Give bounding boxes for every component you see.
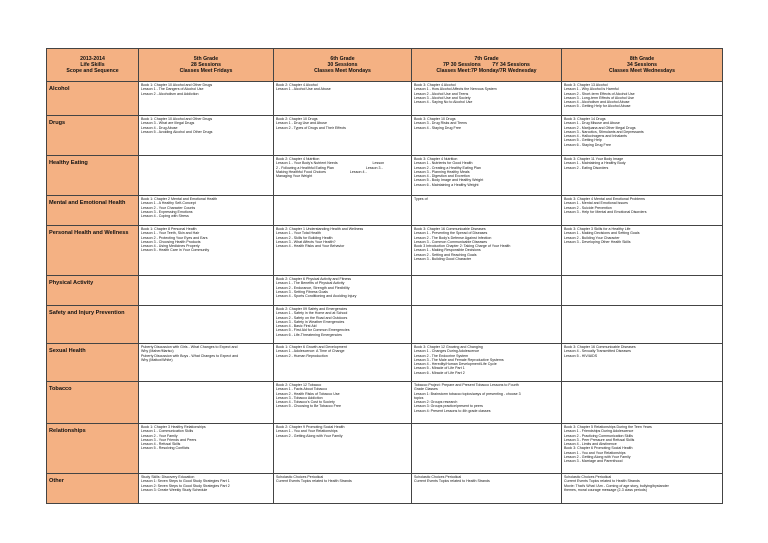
lesson-line: Lesson 6 - Staying Drug Free [564,142,611,147]
lesson-line: Lesson 3 - Drug Risks and Teens [414,121,467,126]
lesson-line: Book 2: Chapter 9 Promoting Social Health [276,425,345,429]
lesson-line: Lesson 5 - Body Image and Healthy Weight [414,178,484,183]
lesson-line: Lesson 4 - Staying Drug Free [414,125,461,130]
header-line: 5th Grade [193,55,219,62]
lesson-cell [412,306,562,344]
lesson-line: Lesson 2 - Skills for Building Health [276,235,333,240]
lesson-line: Current Events Topics related to Health Strands [276,479,352,484]
lesson-line: Lesson 2 - Short-term Effects of Alcohol Use [564,91,635,96]
lesson-line: Lesson 1 - Drug Use and Abuse [276,121,327,126]
lesson-cell [562,306,723,344]
topic-cell [47,474,139,504]
lesson-line: Lesson 1 - Your Teeth, Skin and Hair [141,231,200,236]
lesson-line: Lesson 3 - Narcotics, Stimulants and Depressants [564,129,644,134]
lesson-line: Book 3: Chapter 3 Skills for a Healthy Life [564,227,631,231]
topic-cell [47,424,139,474]
lesson-line: Lesson 6 - Life-Threatening Emergencies [276,332,342,337]
lesson-cell [562,424,723,474]
lesson-line: Study Skills: Discovery Education [141,475,195,479]
lesson-cell [139,424,274,474]
lesson-cell [412,156,562,196]
lesson-cell [562,116,723,156]
header-cell-7th-grade [412,49,562,82]
header-line: Classes Meet Mondays [314,68,371,75]
lesson-cell [562,474,723,504]
lesson-line: Lesson 3 - Expressing Emotions [141,209,193,214]
topic-cell [47,306,139,344]
lesson-line: Lesson 2 - Eating Disorders [564,165,609,170]
lesson-line: Lesson 4 - Tobacco's Cost to Society [276,400,335,405]
lesson-line: Lesson 2 - Health Risks of Tobacco Use [276,391,340,396]
lesson-line: Lesson 2 - Creating a Healthy Eating Plan [414,165,481,170]
lesson-line: Lesson 3 - Safety in Weather Emergencies [276,319,345,324]
lesson-line: Book 2: Chapter 09 Safety and Emergencies [276,307,348,311]
lesson-line: Lesson 4 - Using Medicines Properly [141,244,200,249]
lesson-line: Grade Classes [414,387,438,392]
lesson-line: Lesson 1 - How Alcohol Affects the Nervous System [414,87,497,92]
lesson-cell [139,276,274,306]
lesson-line: Lesson 4 - Sexually Transmitted Diseases [564,349,631,354]
lesson-line: Current Events Topics related to Health Strands [414,479,490,484]
lesson-line: Lesson 1 - Your Total Health [276,231,321,236]
header-line: 2013-2014 [80,55,105,62]
lesson-line: Lesson 1: Brainstorm tobacco topics/ways of presenting - choose 3 [414,391,521,396]
lesson-line: Book 3: Chapter 6 Promoting Social Health [564,446,633,451]
lesson-line: Managing Your Weight [276,174,313,179]
lesson-line: Lesson 4 - Hallucinogens and Inhalants [564,134,627,139]
lesson-line: Book 1: Chapter 3 Healthy Relationships [141,425,206,429]
lesson-cell [274,82,412,116]
lesson-line: 2 - Following a Healthful Eating Plan Lesson 3 - [276,165,383,170]
topic-label: Mental and Emotional Health [49,200,126,206]
lesson-cell [274,226,412,276]
header-line: 6th Grade [330,55,355,62]
lesson-line: Book 1: Chapter 10 Alcohol and Other Drugs [141,83,213,87]
lesson-cell [412,424,562,474]
lesson-line: Movie: That's What I Am - Coming of age story, bullying/bystander [564,483,669,488]
lesson-cell [412,344,562,382]
header-line: 7th Grade [474,55,499,62]
lesson-line: Lesson 1 - You and Your Relationships [564,450,626,455]
lesson-line: Lesson 3 - Peer Pressure and Refusal Skills [564,437,635,442]
lesson-line: Lesson 2 - Protecting Your Eyes and Ears [141,235,208,240]
lesson-line: Lesson 5 - Avoiding Alcohol and Other Drugs [141,129,213,134]
lesson-line: Lesson 4 - Digestion and Excretion [414,174,470,179]
lesson-line: Book 3: Chapter 16 Communicable Diseases [414,227,486,231]
lesson-cell [412,226,562,276]
topic-label: Safety and Injury Prevention [49,310,125,316]
topic-label: Drugs [49,120,66,126]
lesson-line: Lesson 3 - Long-term Effects of Alcohol Use [564,95,635,100]
lesson-line: Lesson 3 - Alcohol Use and Society [414,95,471,100]
lesson-cell [274,276,412,306]
lesson-line: Lesson 2 - Building Your Character [564,235,620,240]
lesson-line: Book 2: Chapter 6 Physical Activity and Fitness [276,277,352,281]
lesson-line: Book 3: Chapter 4 Mental and Emotional Problems [564,197,645,201]
lesson-cell [139,116,274,156]
lesson-cell [274,344,412,382]
lesson-line: Lesson 1 - Changes During Adolescence [414,349,480,354]
table-row [47,382,723,424]
lesson-line: Lesson 2: Groups research [414,400,458,405]
lesson-line: Lesson 1 - Facts About Tobacco [276,387,328,392]
lesson-line: Lesson 1 - Making Decisions and Setting Goals [564,231,640,236]
lesson-line: Book 3: Chapter 10 Drugs [414,117,456,121]
lesson-line: Why (Mattox/White) [141,357,173,362]
topic-cell [47,156,139,196]
lesson-line: Puberty Discussion with Girls - What Changes to Expect and [141,345,238,349]
lesson-line: Lesson 2 - Getting Along with Your Family [564,455,631,460]
lesson-line: Lesson 1 - Nutrients for Good Health [414,161,473,166]
header-line: 7P 30 Sessions 7Y 34 Sessions [443,61,530,68]
lesson-line: Book 3: Chapter 11 Your Body Image [564,157,624,161]
lesson-line: Lesson 5 - Getting Help for Alcohol Abuse [564,104,631,109]
lesson-line: Lesson 3: Create Weekly Study Schedule [141,487,208,492]
table-row [47,344,723,382]
lesson-line: Lesson 1 - Why Alcohol is Harmful [564,87,619,92]
lesson-line: Lesson 4 - Limits and Abstinence [564,442,617,447]
lesson-cell [412,196,562,226]
lesson-line: Lesson 5 - Choosing to Be Tobacco Free [276,404,342,409]
lesson-cell [562,344,723,382]
lesson-line: Lesson 1 - Drug Misuse and Abuse [564,121,620,126]
lesson-line: Lesson 3: Groups practice/present to peers [414,404,483,409]
lesson-line: Book 3 Introduction Chapter 2: Taking Charge of Your Health [414,244,511,249]
lesson-line: Book 3: Chapter 5 Relationships During the Teen Years [564,425,652,429]
lesson-line: Lesson 3 - Your Friends and Peers [141,437,197,442]
lesson-line: Book 1: Chapter 2 Mental and Emotional Health [141,197,218,201]
lesson-line: Lesson 4 - Refusal Skills [141,442,181,447]
header-line: 34 Sessions [627,61,657,68]
lesson-line: Lesson 2 - Your Character Counts [141,205,196,210]
lesson-line: Book 1: Chapter 8 Personal Health [141,227,197,231]
topic-cell [47,382,139,424]
lesson-line: Lesson 1 - The Dangers of Alcohol Use [141,87,204,92]
header-cell-title [47,49,139,82]
table-row [47,82,723,116]
lesson-cell [412,382,562,424]
lesson-cell [274,156,412,196]
lesson-line: Book 2: Chapter 10 Drugs [276,117,318,121]
lesson-line: Lesson 5 - Resolving Conflicts [141,446,190,451]
lesson-line: Book 3: Chapter 16 Communicable Diseases [564,345,636,349]
lesson-line: Lesson 3 - Setting Fitness Goals [276,289,328,294]
topic-label: Healthy Eating [49,160,88,166]
table-row [47,474,723,504]
lesson-line: Why (Maher/Mariso) [141,349,174,354]
lesson-line: Lesson 2 - Types of Drugs and Their Effects [276,125,346,130]
lesson-cell [139,474,274,504]
topic-label: Physical Activity [49,280,94,286]
lesson-line: Book 1: Chapter 6 Growth and Development [276,345,347,349]
lesson-line: Lesson 4 - Heredity/Human Development/Life Cycle [414,362,497,367]
lesson-line: Tobacco Project: Prepare and Present Tobacco Lessons to Fourth [414,383,519,387]
topic-cell [47,82,139,116]
topic-cell [47,276,139,306]
header-line: Classes Meet:7P Monday/7R Wednesday [436,68,537,75]
lesson-cell [412,82,562,116]
lesson-line: Lesson 3 - The Male and Female Reproductive Systems [414,357,504,362]
lesson-line: Lesson 4 - Health Risks and Your Behavior [276,244,345,249]
lesson-line: Lesson 1 - Making Responsible Decisions [414,248,481,253]
lesson-cell [562,196,723,226]
topic-label: Tobacco [49,386,72,392]
lesson-cell [274,474,412,504]
lesson-line: Lesson 3 - What are Illegal Drugs [141,121,195,126]
lesson-line: Lesson 3 - Planning Healthy Meals [414,169,470,174]
lesson-line: Scholastic Choices Periodical [414,475,462,479]
topic-label: Other [49,478,64,484]
lesson-line: Lesson 2 - Alcohol Use and Teens [414,91,469,96]
table-row [47,156,723,196]
topic-cell [47,196,139,226]
lesson-line: Lesson 4 - Basic First Aid [276,324,317,329]
lesson-cell [562,226,723,276]
lesson-cell [139,196,274,226]
lesson-line: Lesson 3 - Developing Other Health Skills [564,239,631,244]
lesson-cell [139,344,274,382]
topic-label: Sexual Health [49,348,86,354]
lesson-cell [562,82,723,116]
lesson-line: Book 3: Chapter 4 Nutrition [414,157,458,161]
topic-cell [47,116,139,156]
header-cell-8th-grade [562,49,723,82]
header-line: Classes Meet Wednesdays [609,68,675,75]
lesson-line: Lesson 1 - Mental and Emotional Issues [564,201,628,206]
header-row [47,49,723,82]
lesson-line: Book 3: Chapter 4 Alcohol [414,83,456,87]
header-line: Life Skills [80,61,105,68]
lesson-line: Lesson 2 - Getting Along with Your Family [276,433,343,438]
lesson-line: Book 2: Chapter 1 Understanding Health and Wellness [276,227,364,231]
scope-sequence-table [46,48,723,504]
lesson-line: Lesson 5 - HIV/AIDS [564,353,598,358]
header-cell-6th-grade [274,49,412,82]
table-row [47,196,723,226]
lesson-cell [139,82,274,116]
lesson-line: Lesson 3 - Marriage and Parenthood [564,459,623,464]
lesson-cell [412,116,562,156]
lesson-line: Book 3: Chapter 14 Drugs [564,117,606,121]
header-line: Scope and Sequence [66,68,119,75]
lesson-cell [412,276,562,306]
lesson-line: Lesson 2 - Alcoholism and Addiction [141,91,199,96]
lesson-line: Lesson 1 - The Benefits of Physical Activity [276,281,345,286]
topic-label: Alcohol [49,86,70,92]
lesson-line: Lesson 1 - Communication Skills [141,429,194,434]
topic-cell [47,226,139,276]
lesson-line: Scholastic Choices Periodical [276,475,324,479]
lesson-cell [274,196,412,226]
lesson-cell [562,382,723,424]
lesson-line: Lesson 6 - Miracle of Life Part 2 [414,370,465,375]
lesson-line: Book 3: Chapter 12 Growing and Changing [414,345,483,349]
lesson-cell [274,424,412,474]
lesson-line: Book 2: Chapter 12 Tobacco [276,383,322,387]
header-line: 30 Sessions [327,61,358,68]
lesson-line: Lesson 2 - Endurance, Strength and Flexibility [276,285,350,290]
header-line: 8th Grade [629,55,655,62]
lesson-line: Lesson 2 - The Endocrine System [414,353,469,358]
lesson-line: Scholastic Choices Periodical [564,475,612,479]
lesson-line: Lesson 2 - Suicide Prevention [564,205,612,210]
lesson-line: Lesson 1 - Friendships During Adolescence [564,429,634,434]
lesson-cell [139,382,274,424]
lesson-line: Lesson 2 - The Body's Defense Against Infection [414,235,492,240]
table-row [47,424,723,474]
header-line: Classes Meet Fridays [179,68,233,75]
lesson-line: Lesson 1 - Safety in the Home and at School [276,311,348,316]
lesson-line: Book 2: Chapter 4 Nutrition [276,157,320,161]
lesson-line: Lesson 5 - Health Care in Your Community [141,248,210,253]
topic-label: Relationships [49,428,86,434]
lesson-line: Lesson 4 - Alcoholism and Alcohol Abuse [564,100,630,105]
lesson-line: Lesson 3 - Choosing Health Products [141,239,201,244]
lesson-line: Lesson 1 - Preventing the Spread of Diseases [414,231,488,236]
topic-cell [47,344,139,382]
lesson-line: Making Healthful Food Choices Lesson 4 - [276,169,367,174]
lesson-line: Lesson 2 - Marijuana and Other Illegal Drugs [564,125,636,130]
lesson-line: Lesson 3 - What Affects Your Health? [276,239,336,244]
header-cell-5th-grade [139,49,274,82]
lesson-line: Lesson 1 - Adolescence: A Time of Change [276,349,345,354]
lesson-cell [274,116,412,156]
lesson-line: Lesson 4 - Coping with Stress [141,214,189,219]
lesson-line: Lesson 2: Seven Steps to Good Study Strategies Part 2 [141,483,230,488]
lesson-line: Lesson 2 - Safety on the Road and Outdoors [276,315,348,320]
lesson-cell [274,382,412,424]
lesson-cell [139,306,274,344]
lesson-line: Lesson 3 - Help for Mental and Emotional Disorders [564,209,647,214]
table-row [47,306,723,344]
lesson-cell [562,276,723,306]
lesson-line: Lesson 2 - Your Family [141,433,178,438]
lesson-line: Book 3: Chapter 13 Alcohol [564,83,608,87]
lesson-line: Lesson 4: Present Lessons to 4th grade classes [414,408,491,413]
lesson-line: Lesson 4 - Sports Conditioning and Avoiding Injury [276,294,357,299]
lesson-line: Puberty Discussion with Boys - What Changes to Expect and [141,353,239,358]
lesson-cell [139,226,274,276]
lesson-line: Lesson 1 - Your Body's Nutrient Needs Lesson [276,161,385,166]
lesson-line: Lesson 5 - Getting Help [564,138,602,143]
lesson-line: Lesson 2 - Practicing Communication Skills [564,433,633,438]
lesson-line: Book 1: Chapter 10 Alcohol and Other Drugs [141,117,213,121]
lesson-line: Lesson 4 - Drug Abuse [141,125,178,130]
lesson-line: Book 2: Chapter 4 Alcohol [276,83,318,87]
lesson-line: themes, moral courage message (2-3 class periods) [564,487,647,492]
lesson-line: Lesson 3 - Common Communicable Diseases [414,239,488,244]
lesson-cell [562,156,723,196]
lesson-line: Lesson 1 - A Healthy Self-Concept [141,201,196,206]
lesson-line: Lesson 1 - Alcohol Use and Abuse [276,87,331,92]
header-line: 28 Sessions [191,61,221,68]
lesson-line: Lesson 5 - Miracle of Life Part 1 [414,366,465,371]
lesson-line: Lesson 4 - Saying No to Alcohol Use [414,100,473,105]
lesson-line: Lesson 2 - Human Reproduction [276,353,328,358]
table-row [47,226,723,276]
lesson-line: Current Events Topics related to Health Strands [564,479,640,484]
lesson-cell [274,306,412,344]
table-row [47,116,723,156]
table-row [47,276,723,306]
lesson-line: Lesson 6 - Maintaining a Healthy Weight [414,182,479,187]
lesson-line: Lesson 5 - First Aid for Common Emergencies [276,328,350,333]
lesson-line: Lesson 2 - Setting and Reaching Goals [414,252,477,257]
topic-label: Personal Health and Wellness [49,230,129,236]
lesson-cell [412,474,562,504]
lesson-line: Lesson 3 - Building Good Character [414,257,472,262]
lesson-line: Lesson 3 - Tobacco Addiction [276,395,323,400]
lesson-line: topics [414,395,424,400]
lesson-cell [139,156,274,196]
lesson-line: Lesson 1 - You and Your Relationships [276,429,338,434]
lesson-line: Lesson 1: Seven Steps to Good Study Strategies Part 1 [141,479,230,484]
lesson-line: Types of [414,197,428,201]
lesson-line: Lesson 1 - Maintaining a Healthy Body [564,161,626,166]
